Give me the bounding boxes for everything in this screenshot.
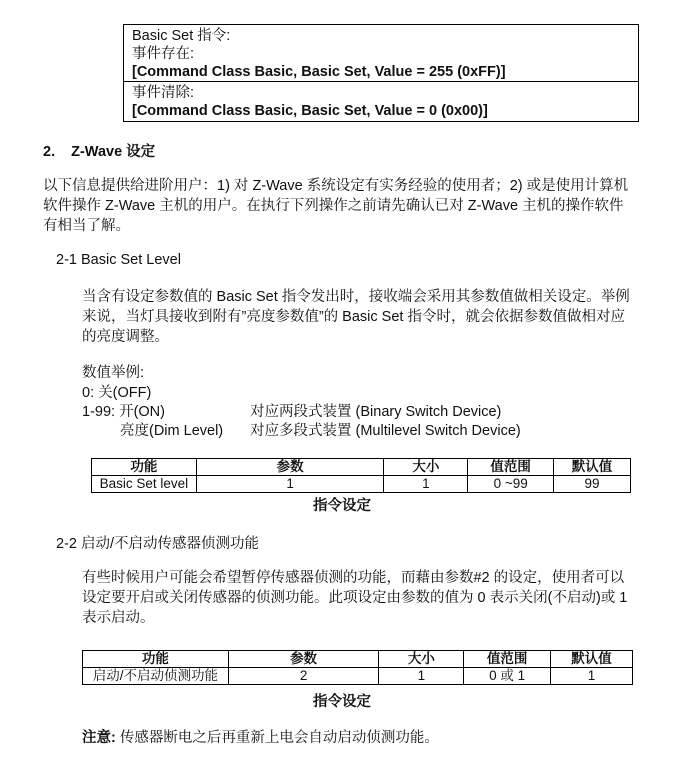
table-cell: 1 <box>196 476 384 493</box>
section-2-2-title: 2-2 启动/不启动传感器侦测功能 <box>56 536 260 552</box>
table-cell: 启动/不启动侦测功能 <box>83 668 229 685</box>
section-2-intro: 以下信息提供给进阶用户：1) 对 Z-Wave 系统设定有实务经验的使用者；2) 或是使用计算机软件操作 Z-Wave 主机的用户。在执行下列操作之前请先确认已对 Z-Wave 主机的操作软件有相当了解。 <box>43 178 629 234</box>
table-1-caption: 指令设定 <box>313 498 371 514</box>
table-header: 大小 <box>379 651 464 668</box>
section-2-heading <box>43 140 155 161</box>
table-cell: 0 ~99 <box>468 476 554 493</box>
command-box <box>123 24 639 122</box>
table-2-caption: 指令设定 <box>313 694 371 710</box>
example-on: 1-99: 开(ON) <box>82 404 165 420</box>
command-box-bottom <box>124 81 638 121</box>
table-header: 值范围 <box>464 651 551 668</box>
section-2-title: Z-Wave 设定 <box>71 144 156 160</box>
event-exists-command: [Command Class Basic, Basic Set, Value = 255 (0xFF)] <box>132 64 506 80</box>
table-cell: 1 <box>384 476 468 493</box>
section-2-1-paragraph: 当含有设定参数值的 Basic Set 指令发出时，接收端会采用其参数值做相关设定。举例来说，当灯具接收到附有”亮度参数值”的 Basic Set 指令时，就会依据参数值做相对应的亮度调整。 <box>82 289 630 345</box>
table-header: 功能 <box>92 459 197 476</box>
table-header: 默认值 <box>554 459 631 476</box>
section-2-1-title: 2-1 Basic Set Level <box>56 252 181 268</box>
table-header: 参数 <box>196 459 384 476</box>
table-cell: 2 <box>228 668 379 685</box>
example-dim: 亮度(Dim Level) <box>120 423 224 439</box>
table-header-row <box>92 459 631 476</box>
table-cell: 0 或 1 <box>464 668 551 685</box>
event-clear-command: [Command Class Basic, Basic Set, Value = 0 (0x00)] <box>132 103 488 119</box>
section-2-2-paragraph: 有些时候用户可能会希望暂停传感器侦测的功能，而藉由参数#2 的设定，使用者可以设定要开启或关闭传感器的侦测功能。此项设定由参数的值为 0 表示关闭(不启动)或 1 表示启动。 <box>82 570 628 626</box>
example-off: 0: 关(OFF) <box>82 385 152 401</box>
note-text: 传感器断电之后再重新上电会自动启动侦测功能。 <box>119 730 439 746</box>
sensor-detect-table <box>82 650 633 685</box>
table-header: 参数 <box>228 651 379 668</box>
table-header: 默认值 <box>551 651 633 668</box>
table-cell: Basic Set level <box>92 476 197 493</box>
table-cell: 1 <box>551 668 633 685</box>
table-header-row <box>83 651 633 668</box>
event-clear-label: 事件清除: <box>132 85 195 101</box>
basic-set-table <box>91 458 631 493</box>
example-dim-device: 对应多段式装置 (Multilevel Switch Device) <box>250 423 521 439</box>
table-cell: 1 <box>379 668 464 685</box>
table-row <box>92 476 631 493</box>
section-2-number: 2. <box>43 144 56 160</box>
table-row <box>83 668 633 685</box>
note <box>82 728 439 748</box>
basic-set-title: Basic Set 指令: <box>132 28 231 44</box>
command-box-top <box>124 25 638 81</box>
table-header: 值范围 <box>468 459 554 476</box>
table-header: 大小 <box>384 459 468 476</box>
table-header: 功能 <box>83 651 229 668</box>
example-on-device: 对应两段式装置 (Binary Switch Device) <box>250 404 502 420</box>
table-cell: 99 <box>554 476 631 493</box>
note-label: 注意: <box>82 730 116 746</box>
examples-label: 数值举例: <box>82 365 145 381</box>
event-exists-label: 事件存在: <box>132 46 195 62</box>
